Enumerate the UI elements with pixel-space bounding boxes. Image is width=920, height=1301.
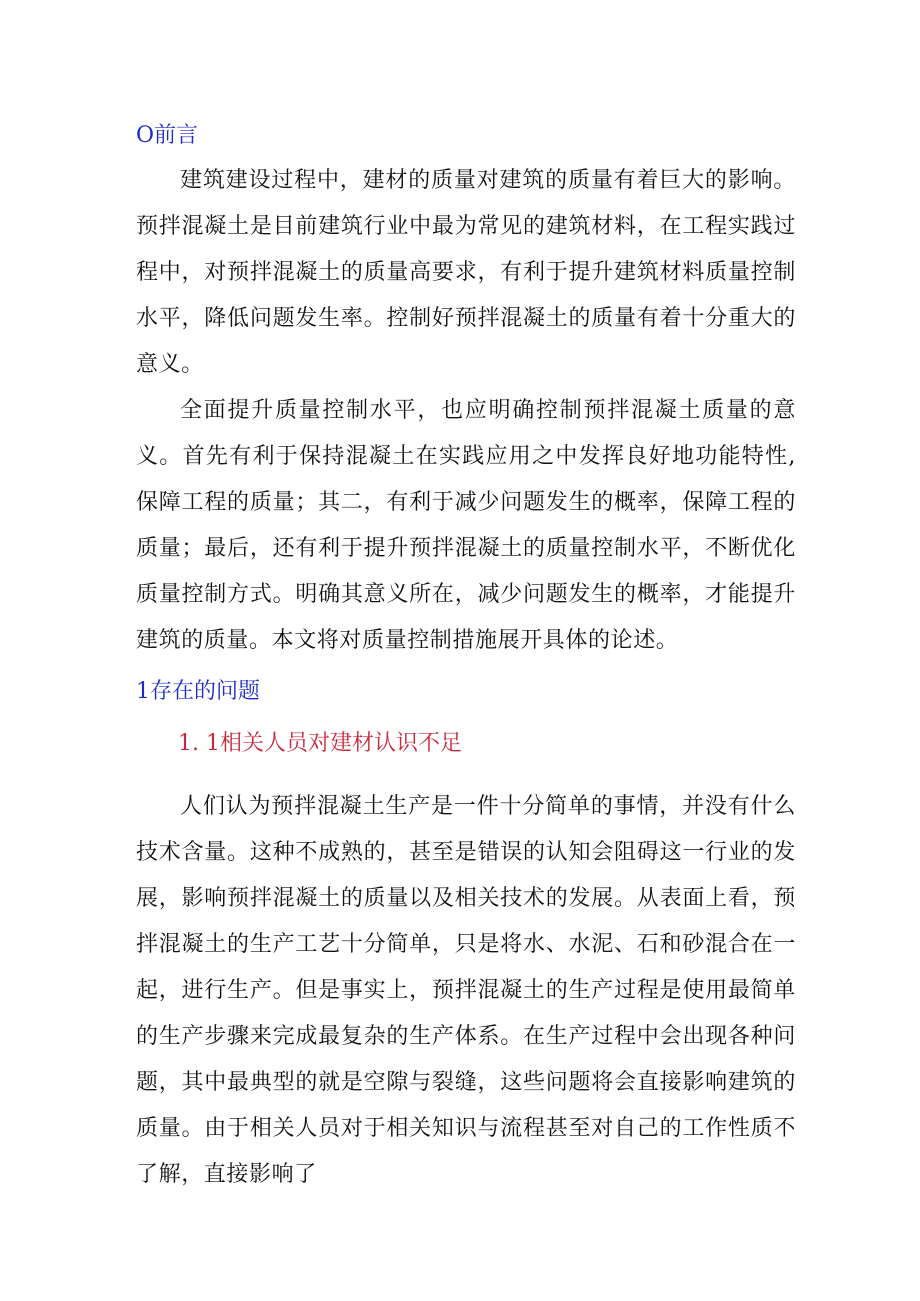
section-heading-intro: O前言 — [136, 123, 199, 148]
document-body — [136, 118, 796, 1198]
intro-paragraph-2: 全面提升质量控制水平，也应明确控制预拌混凝土质量的意义。首先有利于保持混凝土在实践应用之中发挥良好地功能特性,保障工程的质量；其二，有利于减少问题发生的概率，保障工程的质量；最后，还有利于提升预拌混凝土的质量控制水平，不断优化质量控制方式。明确其意义所在，减少问题发生的概率，才能提升建筑的质量。本文将对质量控制措施展开具体的论述。 — [136, 398, 796, 653]
intro-paragraph-1: 建筑建设过程中，建材的质量对建筑的质量有着巨大的影响。预拌混凝土是目前建筑行业中最为常见的建筑材料，在工程实践过程中，对预拌混凝土的质量高要求，有利于提升建筑材料质量控制水平，降低问题发生率。控制好预拌混凝土的质量有着十分重大的意义。 — [136, 168, 796, 377]
subsection-heading-1-1: 1. 1相关人员对建材认识不足 — [178, 731, 462, 756]
subsection-1-1-paragraph-1: 人们认为预拌混凝土生产是一件十分简单的事情，并没有什么技术含量。这种不成熟的，甚至是错误的认知会阻碍这一行业的发展，影响预拌混凝土的质量以及相关技术的发展。从表面上看，预拌混凝土的生产工艺十分简单，只是将水、水泥、石和砂混合在一起，进行生产。但是事实上，预拌混凝土的生产过程是使用最简单的生产步骤来完成最复杂的生产体系。在生产过程中会出现各种问题，其中最典型的就是空隙与裂缝，这些问题将会直接影响建筑的质量。由于相关人员对于相关知识与流程甚至对自己的工作性质不了解，直接影响了 — [136, 794, 796, 1187]
section-heading-1: 1存在的问题 — [136, 679, 260, 704]
